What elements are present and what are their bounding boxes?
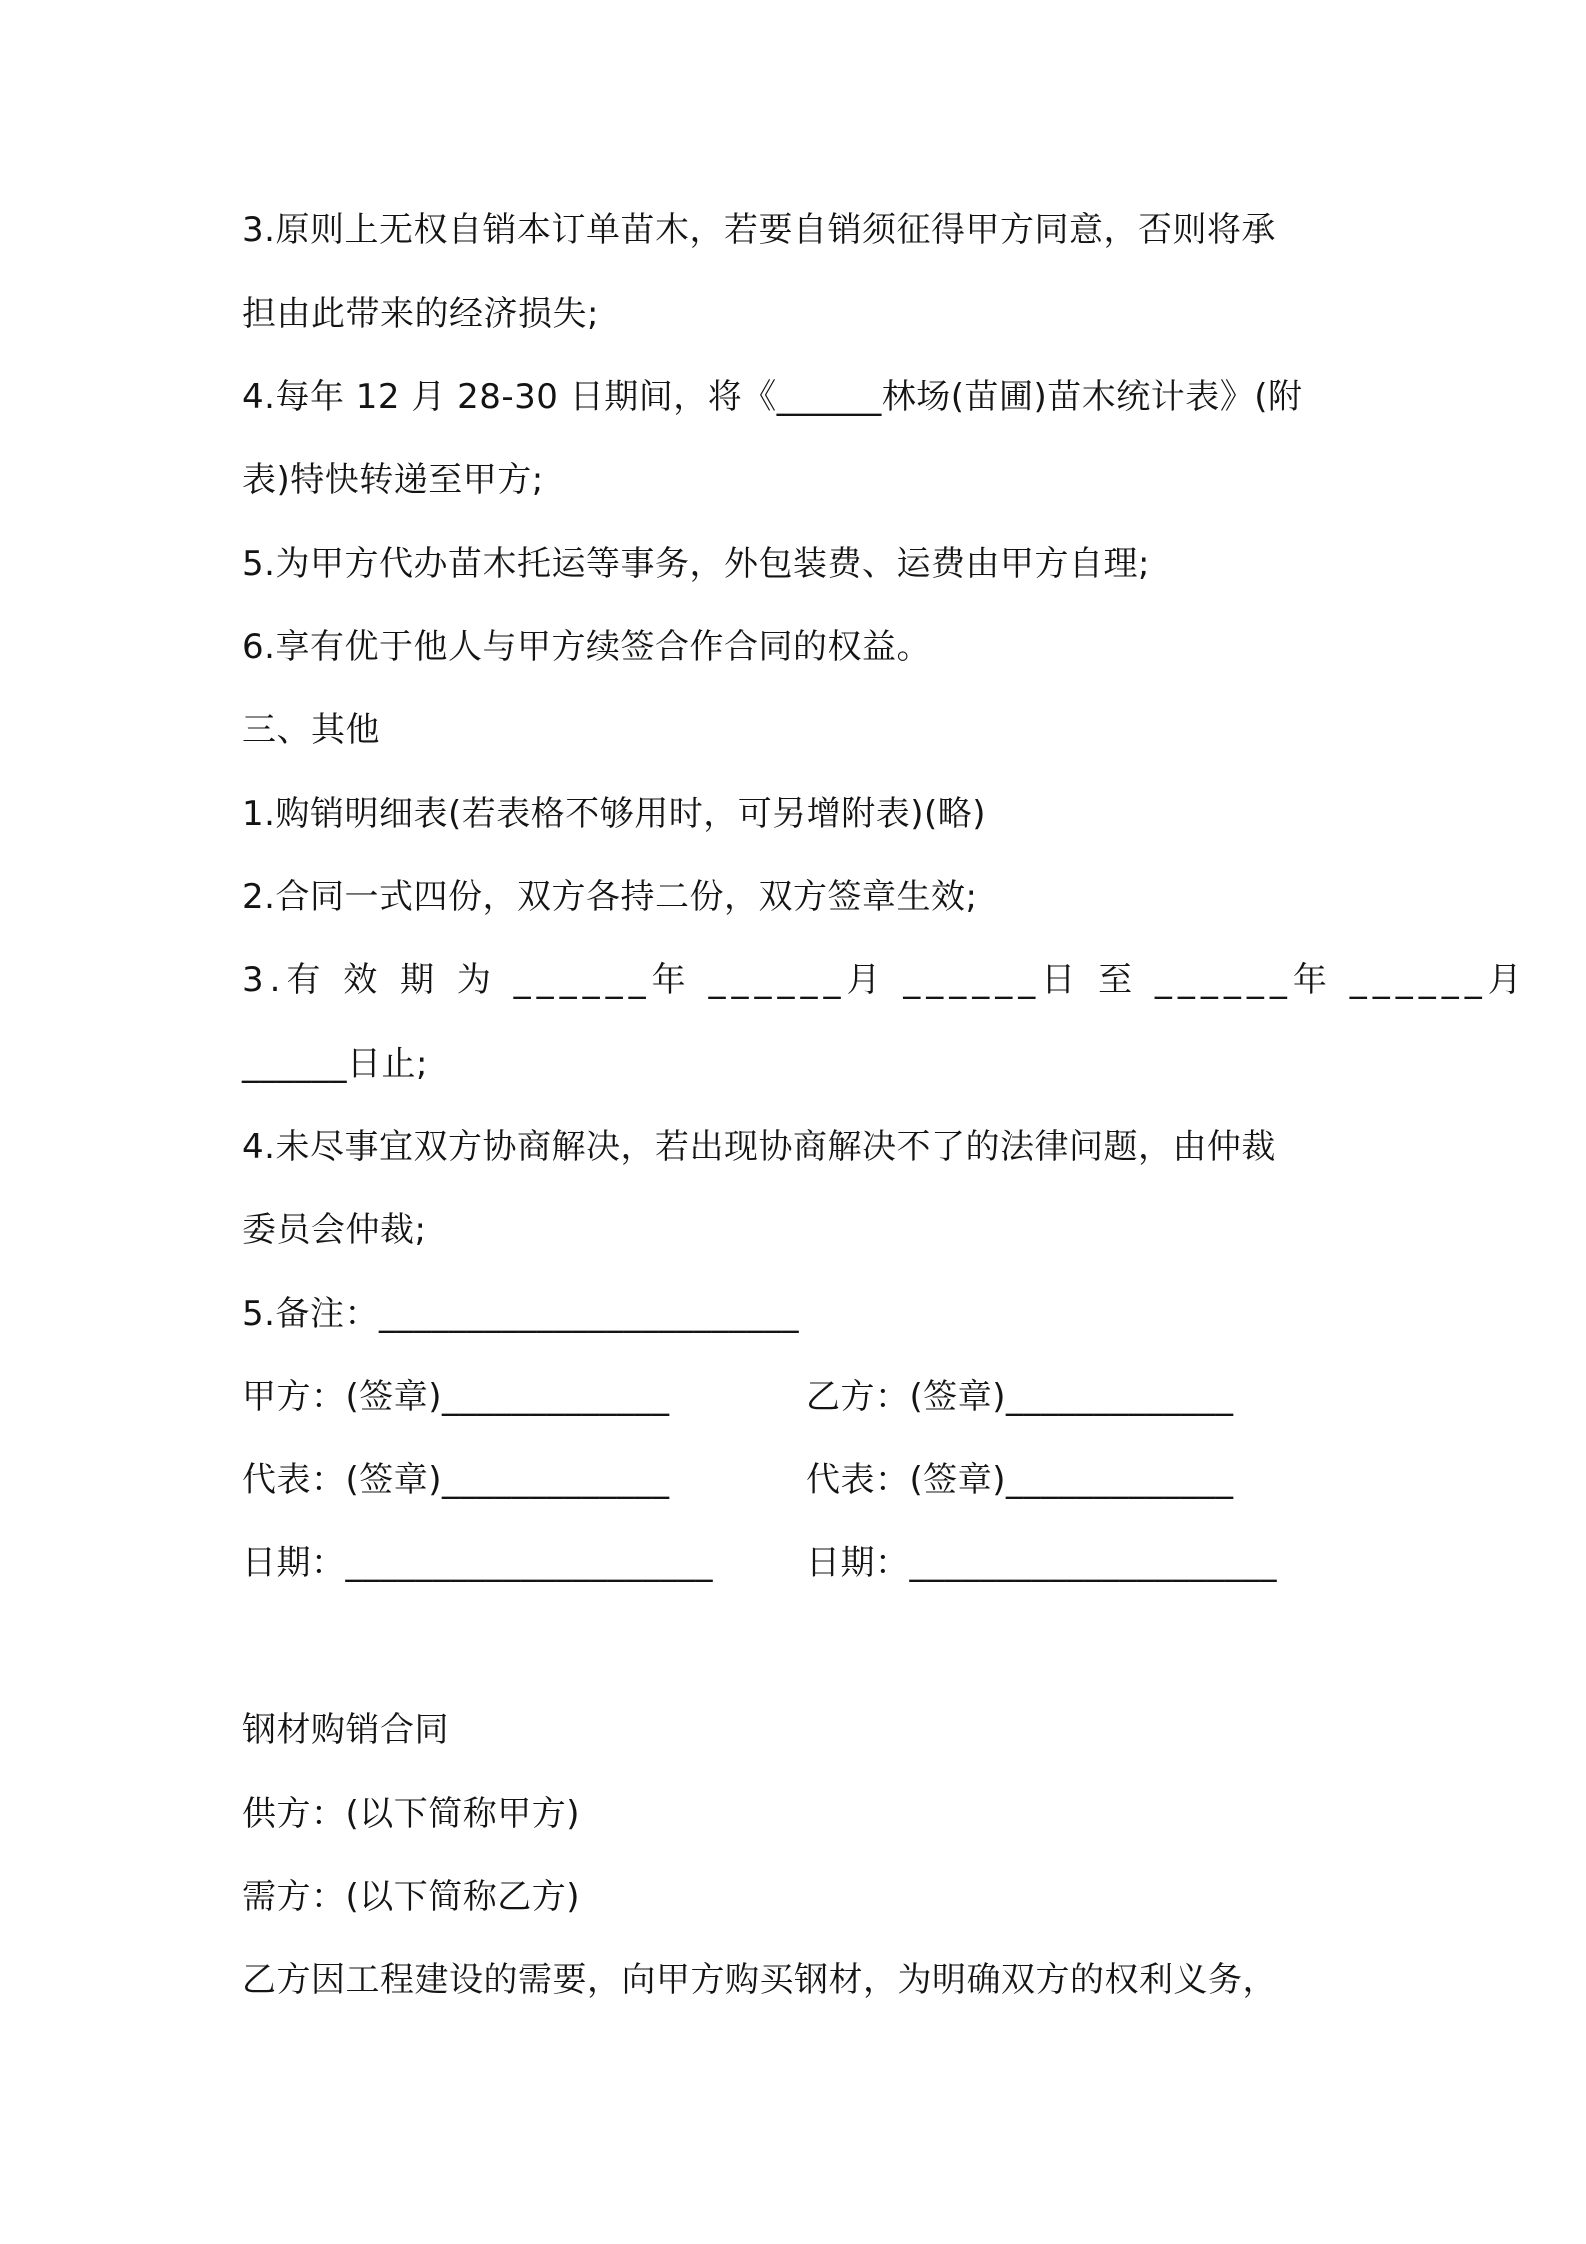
supplier-line: 供方：(以下简称甲方): [242, 1794, 581, 1834]
section-heading-other: 三、其他: [242, 710, 380, 750]
clause-4-line-2: 表)特快转递至甲方;: [242, 460, 544, 500]
other-clause-4-line-1: 4.未尽事宜双方协商解决，若出现协商解决不了的法律问题，由仲裁: [242, 1127, 1276, 1167]
clause-6: 6.享有优于他人与甲方续签合作合同的权益。: [242, 627, 931, 667]
party-a-signature: 甲方：(签章)_____________: [242, 1377, 670, 1417]
party-b-representative: 代表：(签章)_____________: [806, 1460, 1234, 1500]
clause-5: 5.为甲方代办苗木托运等事务，外包装费、运费由甲方自理;: [242, 544, 1150, 584]
clause-3-line-1: 3.原则上无权自销本订单苗木，若要自销须征得甲方同意，否则将承: [242, 210, 1276, 250]
other-clause-5-remarks: 5.备注：________________________: [242, 1294, 799, 1334]
party-b-date: 日期：_____________________: [806, 1543, 1277, 1583]
other-clause-2: 2.合同一式四份，双方各持二份，双方签章生效;: [242, 877, 978, 917]
party-a-date: 日期：_____________________: [242, 1543, 713, 1583]
intro-paragraph: 乙方因工程建设的需要，向甲方购买钢材，为明确双方的权利义务，: [242, 1960, 1277, 2000]
clause-4-line-1: 4.每年 12 月 28-30 日期间，将《______林场(苗圃)苗木统计表》(附: [242, 377, 1303, 417]
other-clause-3-line-2: ______日止;: [242, 1044, 428, 1084]
other-clause-1: 1.购销明细表(若表格不够用时，可另增附表)(略): [242, 794, 986, 834]
other-clause-4-line-2: 委员会仲裁;: [242, 1210, 427, 1250]
second-contract-title: 钢材购销合同: [242, 1710, 449, 1750]
buyer-line: 需方：(以下简称乙方): [242, 1877, 581, 1917]
clause-3-line-2: 担由此带来的经济损失;: [242, 294, 599, 334]
party-a-representative: 代表：(签章)_____________: [242, 1460, 670, 1500]
party-b-signature: 乙方：(签章)_____________: [806, 1377, 1234, 1417]
other-clause-3-line-1: 3.有 效 期 为 ______年 ______月 ______日 至 ______年 ______月: [242, 960, 1528, 1000]
